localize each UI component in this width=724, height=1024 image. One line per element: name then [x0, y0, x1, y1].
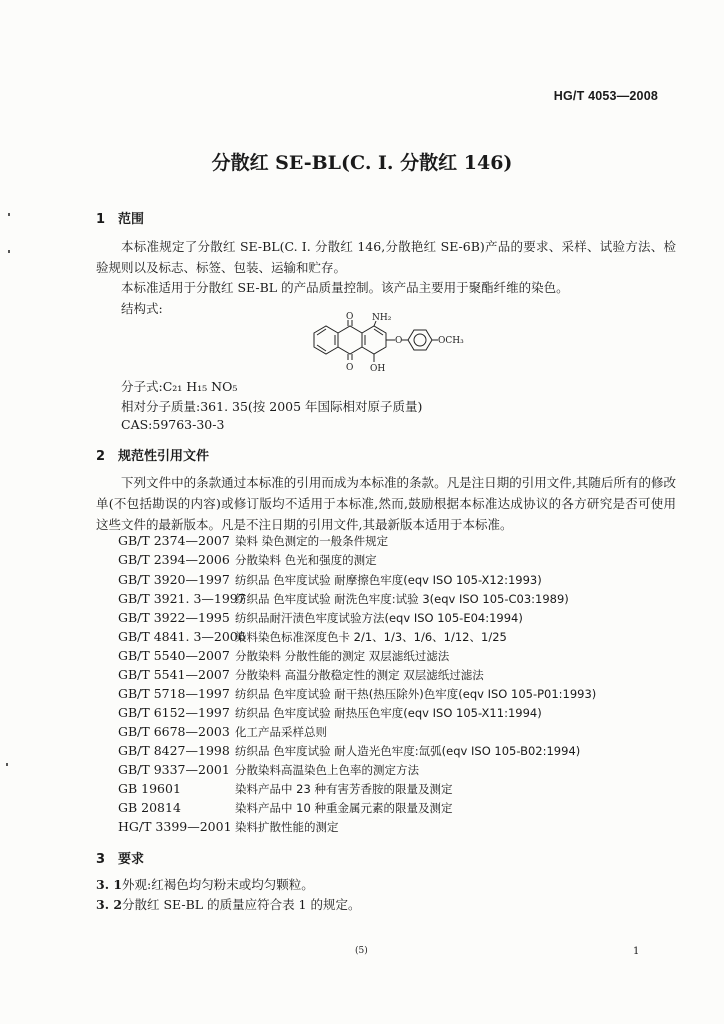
ring-center	[338, 326, 362, 354]
reference-item	[118, 533, 388, 549]
reference-item	[118, 686, 596, 702]
reference-name: 染料染色标准深度色卡 2/1、1/3、1/6、1/12、1/25	[235, 630, 507, 644]
reference-item	[118, 648, 449, 664]
reference-name: 纺织品 色牢度试验 耐人造光色牢度:氙弧(eqv ISO 105-B02:1994)	[235, 744, 581, 758]
reference-code: GB/T 3920—1997	[118, 572, 230, 587]
reference-name: 分散染料 分散性能的测定 双层滤纸过滤法	[235, 649, 450, 663]
structural-formula	[296, 310, 486, 382]
label-o-link: O	[395, 336, 403, 346]
clause-number: 3. 1	[96, 877, 123, 892]
reference-code: GB/T 5541—2007	[118, 667, 230, 682]
reference-code: GB/T 2374—2007	[118, 533, 230, 548]
reference-name: 纺织品 色牢度试验 耐摩擦色牢度(eqv ISO 105-X12:1993)	[235, 573, 542, 587]
reference-item	[118, 572, 542, 588]
reference-code: GB 20814	[118, 800, 181, 815]
page-title: 分散红 SE-BL(C. I. 分散红 146)	[211, 152, 513, 174]
reference-name: 染料产品中 10 种重金属元素的限量及测定	[235, 801, 453, 815]
scan-speck	[6, 763, 8, 766]
reference-name: 纺织品 色牢度试验 耐热压色牢度(eqv ISO 105-X11:1994)	[235, 706, 542, 720]
ring-phenyl	[408, 330, 432, 350]
reference-name: 分散染料高温染色上色率的测定方法	[235, 763, 419, 777]
reference-code: GB/T 9337—2001	[118, 762, 230, 777]
reference-name: 分散染料 色光和强度的测定	[235, 553, 377, 567]
cas-number: CAS:59763-30-3	[121, 417, 225, 432]
reference-item	[118, 762, 419, 778]
reference-name: 分散染料 高温分散稳定性的测定 双层滤纸过滤法	[235, 668, 484, 682]
structure-label: 结构式:	[121, 301, 163, 316]
section-title: 范围	[118, 212, 145, 227]
clause-number: 3. 2	[96, 897, 123, 912]
reference-name: 纺织品 色牢度试验 耐洗色牢度:试验 3(eqv ISO 105-C03:1989)	[235, 592, 569, 606]
reference-item	[118, 629, 507, 645]
reference-code: GB/T 5540—2007	[118, 648, 230, 663]
requirement-3-2	[96, 895, 360, 913]
scan-speck	[8, 250, 10, 253]
reference-item	[118, 591, 569, 607]
reference-item	[118, 552, 377, 568]
label-o-top: O	[346, 312, 354, 322]
reference-code: GB/T 3921. 3—1997	[118, 591, 246, 606]
corner-mark: 1	[633, 946, 640, 957]
normative-references-paragraph: 下列文件中的条款通过本标准的引用而成为本标准的条款。凡是注日期的引用文件,其随后所有的修改单(不包括勘误的内容)或修订版均不适用于本标准,然而,鼓励根据本标准达成协议的各方研究是否可使用这些文件的最新版本。凡是不注日期的引用文件,其最新版本适用于本标准。	[96, 475, 676, 532]
section-1-heading	[96, 208, 144, 227]
label-nh2: NH₂	[372, 313, 392, 323]
page-number: (5)	[355, 946, 368, 956]
scope-paragraph-1: 本标准规定了分散红 SE-BL(C. I. 分散红 146,分散艳红 SE-6B)产品的要求、采样、试验方法、检验规则以及标志、标签、包装、运输和贮存。	[96, 239, 676, 275]
reference-item	[118, 743, 580, 759]
ring-left	[314, 326, 338, 354]
reference-code: GB 19601	[118, 781, 181, 796]
section-3-heading	[96, 848, 144, 867]
reference-code: GB/T 6152—1997	[118, 705, 230, 720]
clause-text: 外观:红褐色均匀粉末或均匀颗粒。	[122, 877, 314, 892]
reference-item	[118, 819, 339, 835]
section-number: 2	[96, 449, 106, 464]
ring-right	[362, 326, 386, 354]
reference-code: GB/T 6678—2003	[118, 724, 230, 739]
section-title: 规范性引用文件	[118, 449, 210, 464]
label-oh: OH	[370, 364, 386, 374]
molecular-formula: 分子式:C₂₁ H₁₅ NO₅	[121, 379, 238, 394]
reference-code: GB/T 3922—1995	[118, 610, 230, 625]
reference-name: 化工产品采样总则	[235, 725, 327, 739]
section-number: 1	[96, 212, 106, 227]
reference-item	[118, 724, 327, 740]
scope-paragraph-2: 本标准适用于分散红 SE-BL 的产品质量控制。该产品主要用于聚酯纤维的染色。	[121, 280, 569, 295]
reference-name: 染料产品中 23 种有害芳香胺的限量及测定	[235, 782, 453, 796]
clause-text: 分散红 SE-BL 的质量应符合表 1 的规定。	[122, 897, 361, 912]
molecular-weight: 相对分子质量:361. 35(按 2005 年国际相对原子质量)	[121, 399, 423, 414]
standard-number: HG/T 4053—2008	[553, 89, 658, 103]
reference-item	[118, 610, 523, 626]
requirement-3-1	[96, 875, 314, 893]
scan-speck	[8, 213, 10, 216]
reference-code: GB/T 5718—1997	[118, 686, 230, 701]
reference-code: GB/T 4841. 3—2006	[118, 629, 246, 644]
reference-name: 纺织品 色牢度试验 耐干热(热压除外)色牢度(eqv ISO 105-P01:1993)	[235, 687, 597, 701]
reference-name: 染料 染色测定的一般条件规定	[235, 534, 389, 548]
reference-code: HG/T 3399—2001	[118, 819, 232, 834]
reference-code: GB/T 2394—2006	[118, 552, 230, 567]
reference-item	[118, 667, 484, 683]
label-och3: OCH₃	[438, 336, 464, 346]
section-2-heading	[96, 445, 209, 464]
reference-item	[118, 781, 452, 797]
section-title: 要求	[118, 852, 145, 867]
section-number: 3	[96, 852, 106, 867]
reference-code: GB/T 8427—1998	[118, 743, 230, 758]
reference-item	[118, 705, 542, 721]
label-o-bottom: O	[346, 363, 354, 373]
reference-item	[118, 800, 452, 816]
reference-name: 纺织品耐汗渍色牢度试验方法(eqv ISO 105-E04:1994)	[235, 611, 523, 625]
reference-name: 染料扩散性能的测定	[235, 820, 339, 834]
